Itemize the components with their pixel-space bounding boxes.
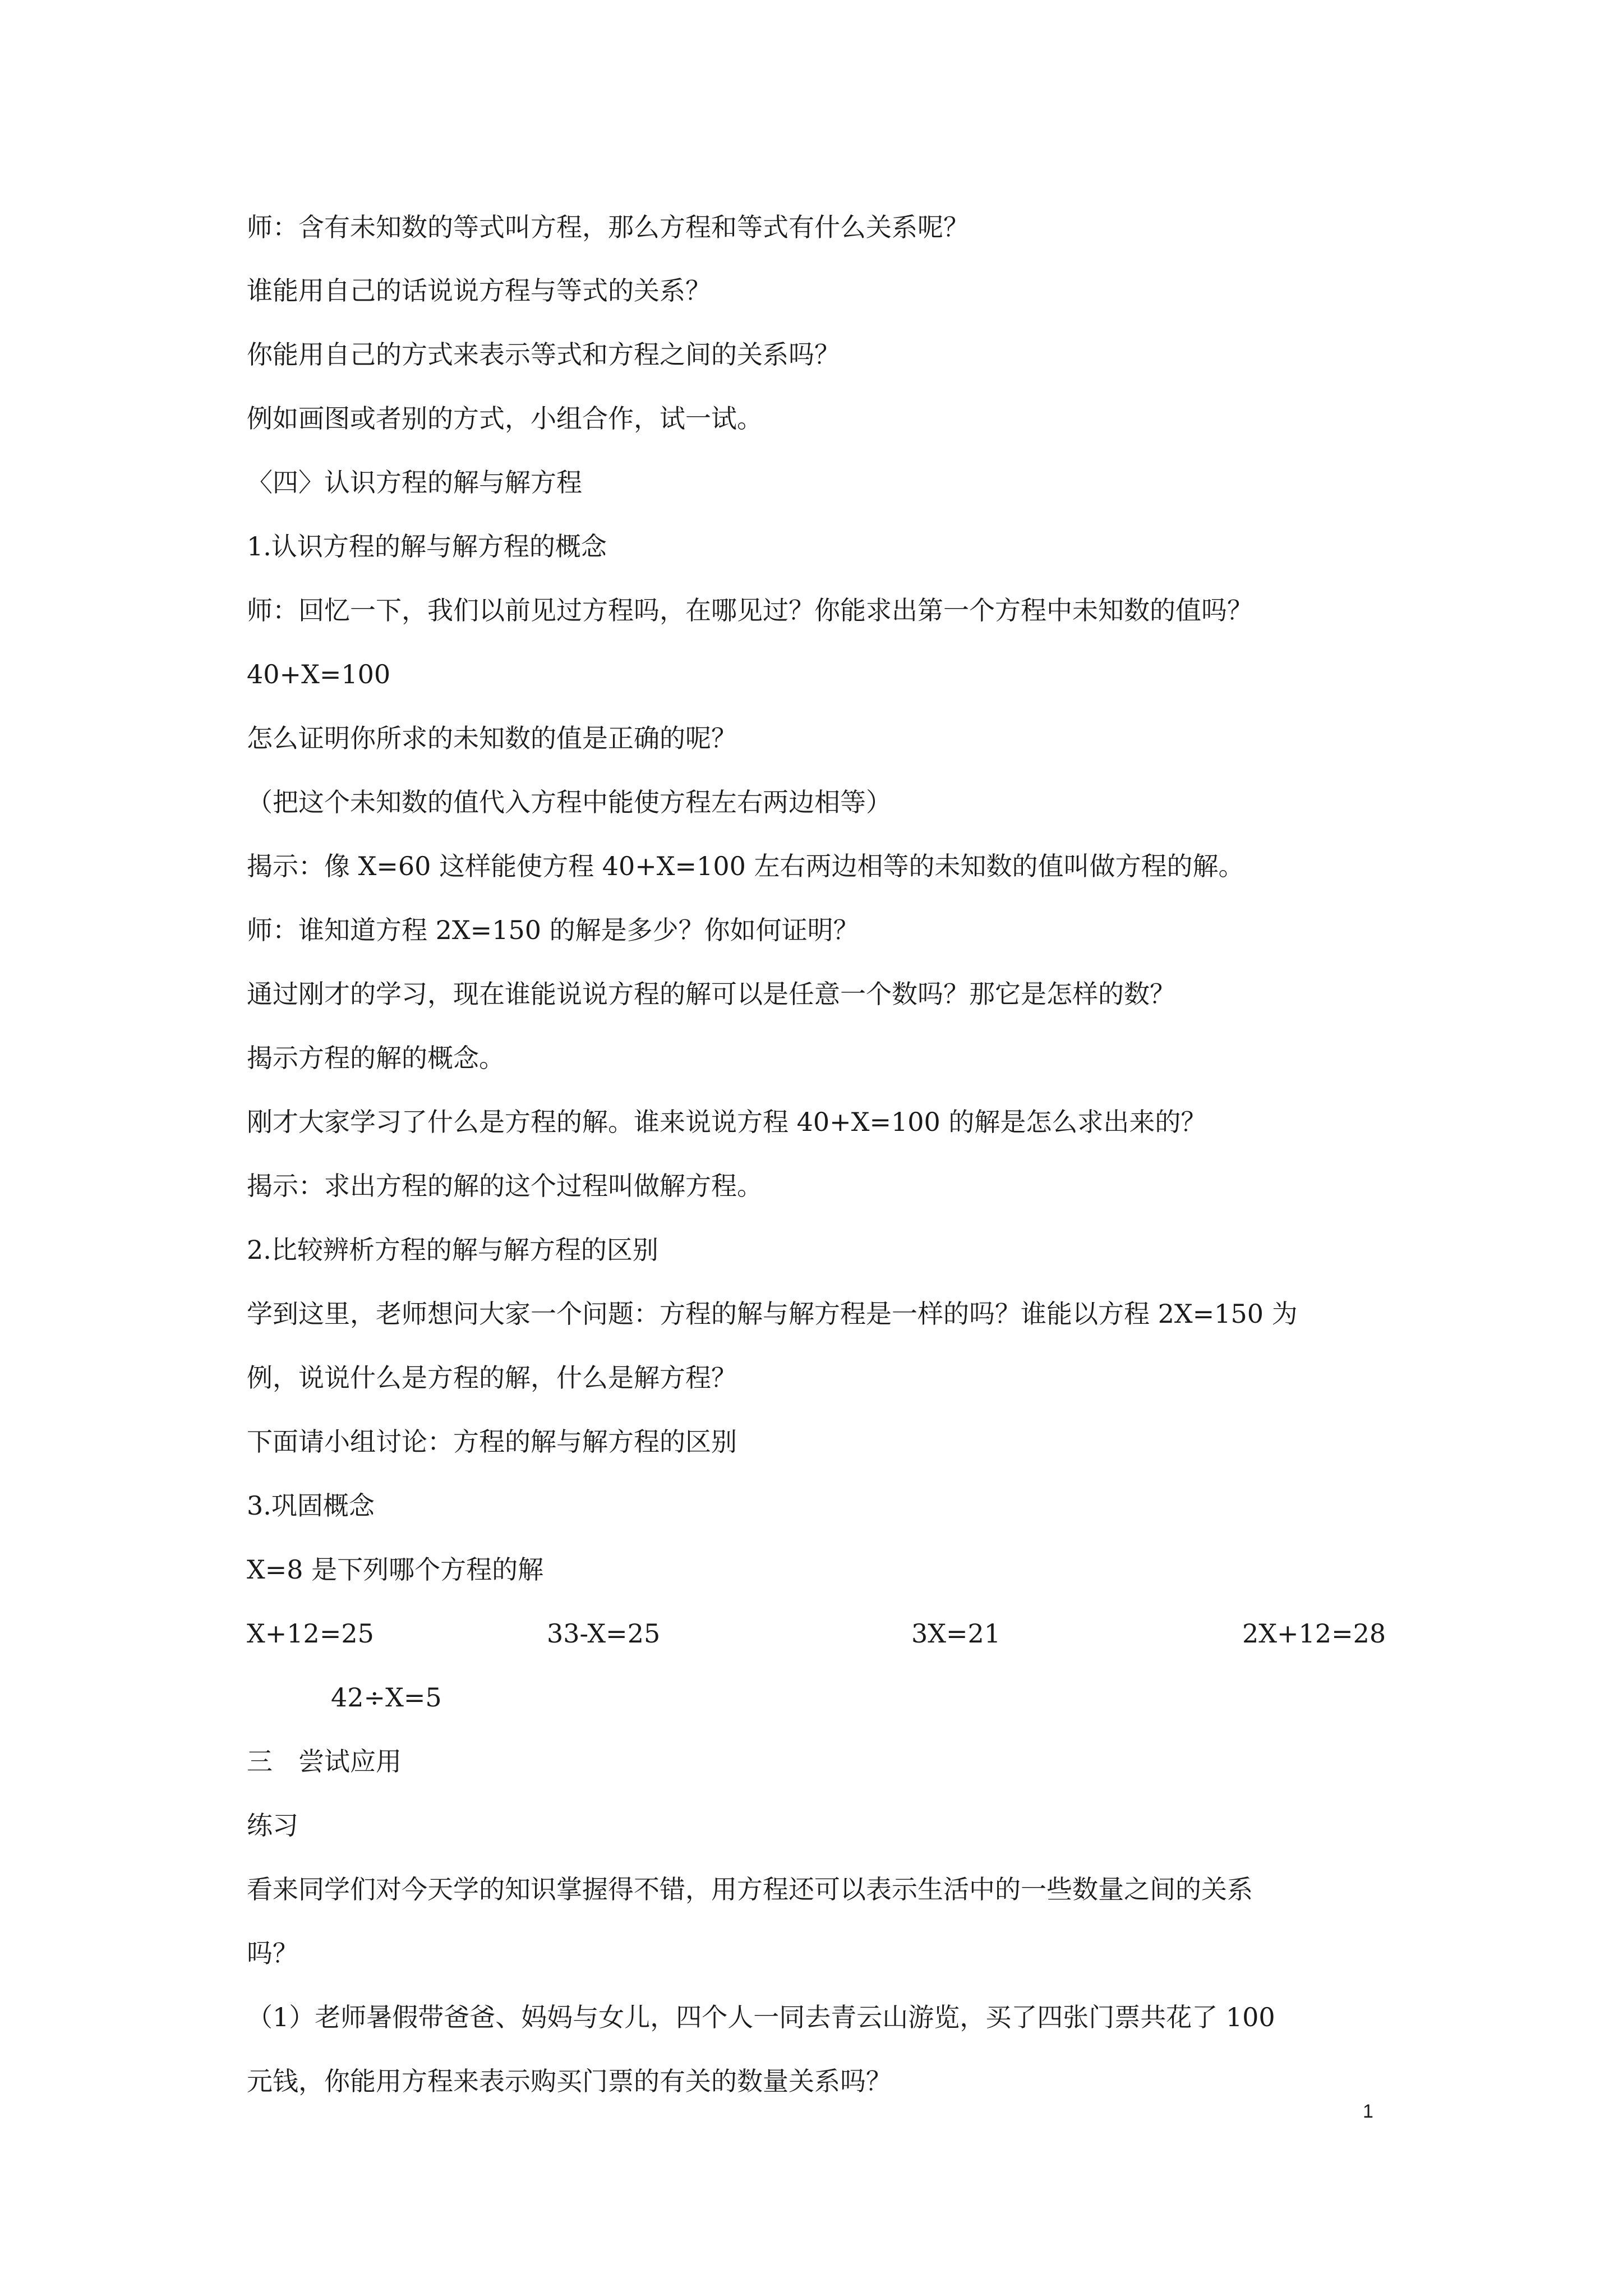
- text-line: 揭示方程的解的概念。: [247, 1043, 505, 1073]
- text-line: 怎么证明你所求的未知数的值是正确的呢？: [247, 723, 737, 753]
- text-line: 例，说说什么是方程的解，什么是解方程？: [247, 1363, 737, 1393]
- subsection-heading: 3.巩固概念: [247, 1490, 375, 1521]
- text-line: X=8 是下列哪个方程的解: [247, 1554, 544, 1585]
- subsection-heading: 2.比较辨析方程的解与解方程的区别: [247, 1235, 658, 1265]
- subsection-heading: 1.认识方程的解与解方程的概念: [247, 531, 607, 562]
- text-line: 揭示：像 X=60 这样能使方程 40+X=100 左右两边相等的未知数的值叫做方程的解。: [247, 851, 1244, 881]
- text-line: 看来同学们对今天学的知识掌握得不错，用方程还可以表示生活中的一些数量之间的关系: [247, 1874, 1253, 1904]
- text-line: 谁能用自己的话说说方程与等式的关系？: [247, 275, 711, 306]
- section-heading: 〈四〉认识方程的解与解方程: [247, 467, 582, 498]
- text-line: （把这个未知数的值代入方程中能使方程左右两边相等）: [247, 787, 892, 817]
- text-line: 元钱，你能用方程来表示购买门票的有关的数量关系吗？: [247, 2066, 892, 2096]
- text-line: 师：谁知道方程 2X=150 的解是多少？你如何证明？: [247, 915, 859, 945]
- text-line: 揭示：求出方程的解的这个过程叫做解方程。: [247, 1171, 763, 1201]
- text-line: 师：回忆一下，我们以前见过方程吗，在哪见过？你能求出第一个方程中未知数的值吗？: [247, 595, 1253, 625]
- equation-option: 42÷X=5: [331, 1682, 442, 1713]
- text-line: 学到这里，老师想问大家一个问题：方程的解与解方程是一样的吗？谁能以方程 2X=150 为: [247, 1299, 1298, 1329]
- text-line: 下面请小组讨论：方程的解与解方程的区别: [247, 1427, 737, 1457]
- text-line: 吗？: [247, 1938, 298, 1968]
- text-line: 刚才大家学习了什么是方程的解。谁来说说方程 40+X=100 的解是怎么求出来的？: [247, 1107, 1207, 1137]
- equation-option: 33-X=25: [547, 1618, 661, 1649]
- equation-option: X+12=25: [247, 1618, 374, 1649]
- text-line: 师：含有未知数的等式叫方程，那么方程和等式有什么关系呢？: [247, 212, 969, 242]
- equation-option: 2X+12=28: [1242, 1618, 1386, 1649]
- page-number: 1: [1363, 2101, 1373, 2122]
- text-line: （1）老师暑假带爸爸、妈妈与女儿，四个人一同去青云山游览，买了四张门票共花了 100: [247, 2002, 1275, 2032]
- text-line: 通过刚才的学习，现在谁能说说方程的解可以是任意一个数吗？那它是怎样的数？: [247, 979, 1175, 1009]
- text-line: 例如画图或者别的方式，小组合作，试一试。: [247, 403, 763, 434]
- text-line: 练习: [247, 1810, 298, 1841]
- equation-option: 3X=21: [911, 1618, 1001, 1649]
- text-line: 你能用自己的方式来表示等式和方程之间的关系吗？: [247, 339, 840, 370]
- section-heading: 三 尝试应用: [247, 1746, 402, 1777]
- equation-line: 40+X=100: [247, 659, 391, 689]
